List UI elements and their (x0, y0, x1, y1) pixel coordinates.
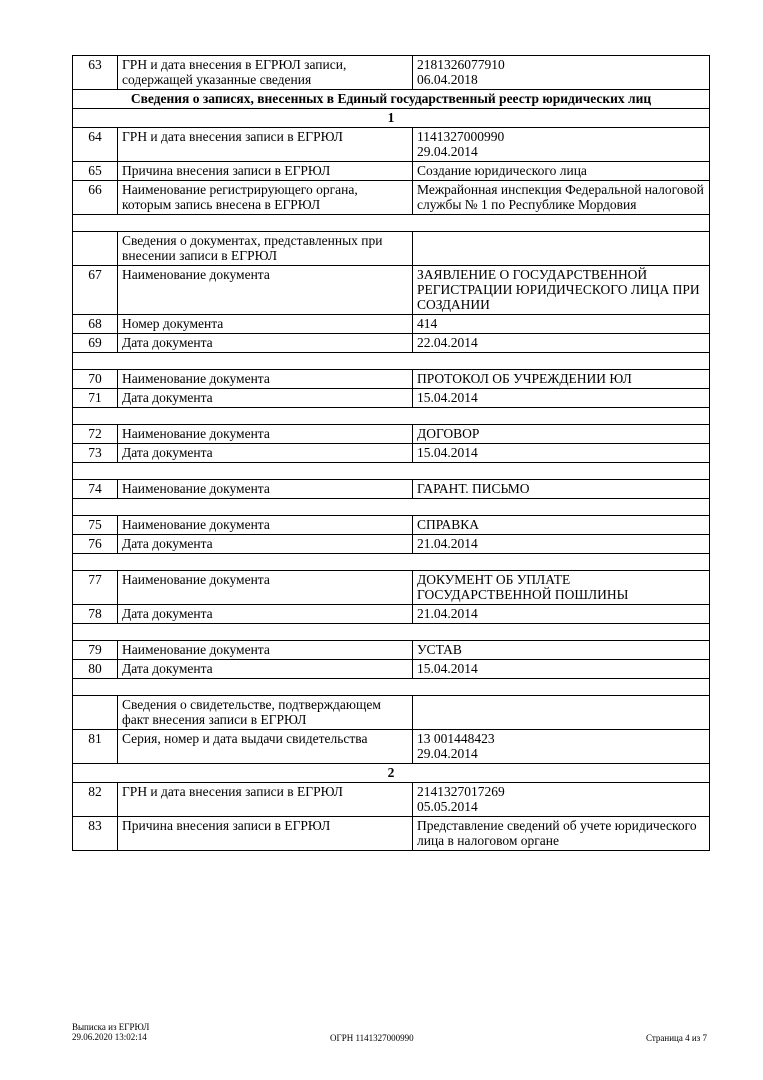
table-row (73, 162, 710, 181)
section-header-row (73, 109, 710, 128)
row-value-line: 1141327000990 (417, 129, 505, 144)
row-value (413, 425, 710, 444)
spacer-cell (73, 679, 710, 696)
row-value (413, 389, 710, 408)
row-number: 66 (73, 181, 118, 215)
row-value (413, 334, 710, 353)
row-value (413, 315, 710, 334)
spacer-row (73, 624, 710, 641)
spacer-row (73, 463, 710, 480)
row-value (413, 128, 710, 162)
table-row (73, 696, 710, 730)
row-value-line: 05.05.2014 (417, 799, 478, 814)
spacer-cell (73, 353, 710, 370)
row-value-line: 2141327017269 (417, 784, 505, 799)
row-number: 77 (73, 571, 118, 605)
row-number: 81 (73, 730, 118, 764)
row-number: 75 (73, 516, 118, 535)
row-number: 63 (73, 56, 118, 90)
egrul-extract-table (72, 55, 710, 851)
row-number: 83 (73, 817, 118, 851)
row-value (413, 56, 710, 90)
table-row (73, 535, 710, 554)
row-label: Причина внесения записи в ЕГРЮЛ (118, 817, 413, 851)
row-value-line: 15.04.2014 (417, 390, 478, 405)
row-value-line: Представление сведений об учете юридического лица в налоговом органе (417, 818, 697, 848)
section-header: 1 (73, 109, 710, 128)
row-number: 80 (73, 660, 118, 679)
table-row (73, 128, 710, 162)
spacer-cell (73, 499, 710, 516)
table-row (73, 315, 710, 334)
row-label: Сведения о свидетельстве, подтверждающем факт внесения записи в ЕГРЮЛ (118, 696, 413, 730)
row-value-line: 06.04.2018 (417, 72, 478, 87)
row-label: Наименование документа (118, 266, 413, 315)
row-number: 72 (73, 425, 118, 444)
row-value (413, 444, 710, 463)
table-row (73, 817, 710, 851)
row-label: Дата документа (118, 334, 413, 353)
spacer-row (73, 353, 710, 370)
row-value-line: Создание юридического лица (417, 163, 587, 178)
row-number (73, 232, 118, 266)
footer-timestamp: 29.06.2020 13:02:14 (72, 1032, 147, 1042)
row-label: Серия, номер и дата выдачи свидетельства (118, 730, 413, 764)
row-label: Номер документа (118, 315, 413, 334)
row-value-line: 2181326077910 (417, 57, 505, 72)
row-value-line: УСТАВ (417, 642, 462, 657)
spacer-cell (73, 624, 710, 641)
row-value-line: ГАРАНТ. ПИСЬМО (417, 481, 530, 496)
row-label: Дата документа (118, 660, 413, 679)
table-row (73, 730, 710, 764)
row-label: Причина внесения записи в ЕГРЮЛ (118, 162, 413, 181)
row-value-line: 29.04.2014 (417, 746, 478, 761)
spacer-row (73, 499, 710, 516)
row-label: Сведения о документах, представленных при внесении записи в ЕГРЮЛ (118, 232, 413, 266)
row-number: 68 (73, 315, 118, 334)
row-value (413, 696, 710, 730)
row-value-line: 15.04.2014 (417, 661, 478, 676)
row-number: 70 (73, 370, 118, 389)
table-row (73, 480, 710, 499)
row-value (413, 266, 710, 315)
table-row (73, 571, 710, 605)
row-label: Наименование документа (118, 425, 413, 444)
row-label: Дата документа (118, 389, 413, 408)
row-number: 74 (73, 480, 118, 499)
table-row (73, 181, 710, 215)
table-row (73, 444, 710, 463)
row-label: ГРН и дата внесения записи в ЕГРЮЛ (118, 128, 413, 162)
section-header-row (73, 90, 710, 109)
table-row (73, 783, 710, 817)
row-value-line: ПРОТОКОЛ ОБ УЧРЕЖДЕНИИ ЮЛ (417, 371, 632, 386)
row-value-line: 15.04.2014 (417, 445, 478, 460)
spacer-row (73, 215, 710, 232)
row-value (413, 605, 710, 624)
row-label: Наименование регистрирующего органа, которым запись внесена в ЕГРЮЛ (118, 181, 413, 215)
spacer-row (73, 679, 710, 696)
section-header: Сведения о записях, внесенных в Единый государственный реестр юридических лиц (73, 90, 710, 109)
row-label: ГРН и дата внесения записи в ЕГРЮЛ (118, 783, 413, 817)
footer-doc-title: Выписка из ЕГРЮЛ (72, 1022, 150, 1032)
section-header: 2 (73, 764, 710, 783)
row-number (73, 696, 118, 730)
row-value (413, 232, 710, 266)
table-row (73, 516, 710, 535)
row-value-line: ДОГОВОР (417, 426, 480, 441)
row-value-line: 22.04.2014 (417, 335, 478, 350)
row-label: ГРН и дата внесения в ЕГРЮЛ записи, содержащей указанные сведения (118, 56, 413, 90)
row-number: 82 (73, 783, 118, 817)
row-number: 76 (73, 535, 118, 554)
row-value (413, 480, 710, 499)
row-label: Наименование документа (118, 516, 413, 535)
table-row (73, 605, 710, 624)
row-value (413, 730, 710, 764)
spacer-cell (73, 215, 710, 232)
table-row (73, 370, 710, 389)
row-number: 78 (73, 605, 118, 624)
row-value-line: Межрайонная инспекция Федеральной налоговой службы № 1 по Республике Мордовия (417, 182, 704, 212)
row-label: Наименование документа (118, 370, 413, 389)
row-value (413, 535, 710, 554)
table-row (73, 641, 710, 660)
row-value (413, 783, 710, 817)
row-label: Дата документа (118, 535, 413, 554)
row-value-line: 21.04.2014 (417, 606, 478, 621)
table-row (73, 660, 710, 679)
row-number: 73 (73, 444, 118, 463)
footer-page-number: Страница 4 из 7 (646, 1033, 707, 1043)
section-header-row (73, 764, 710, 783)
row-label: Наименование документа (118, 641, 413, 660)
row-label: Наименование документа (118, 480, 413, 499)
row-value-line: 414 (417, 316, 438, 331)
spacer-cell (73, 463, 710, 480)
row-number: 67 (73, 266, 118, 315)
row-label: Дата документа (118, 605, 413, 624)
row-value (413, 162, 710, 181)
row-value-line: ДОКУМЕНТ ОБ УПЛАТЕ ГОСУДАРСТВЕННОЙ ПОШЛИНЫ (417, 572, 629, 602)
row-value (413, 181, 710, 215)
spacer-cell (73, 554, 710, 571)
row-number: 71 (73, 389, 118, 408)
table-row (73, 232, 710, 266)
table-row (73, 334, 710, 353)
row-value (413, 660, 710, 679)
row-value (413, 641, 710, 660)
table-row (73, 266, 710, 315)
table-row (73, 425, 710, 444)
spacer-row (73, 554, 710, 571)
row-value (413, 571, 710, 605)
footer-left (72, 1022, 149, 1042)
row-value-line: ЗАЯВЛЕНИЕ О ГОСУДАРСТВЕННОЙ РЕГИСТРАЦИИ ЮРИДИЧЕСКОГО ЛИЦА ПРИ СОЗДАНИИ (417, 267, 700, 312)
spacer-row (73, 408, 710, 425)
row-value (413, 817, 710, 851)
row-number: 69 (73, 334, 118, 353)
row-value-line: 29.04.2014 (417, 144, 478, 159)
row-value (413, 370, 710, 389)
row-number: 79 (73, 641, 118, 660)
table-row (73, 56, 710, 90)
row-value-line: СПРАВКА (417, 517, 480, 532)
spacer-cell (73, 408, 710, 425)
row-label: Наименование документа (118, 571, 413, 605)
row-number: 64 (73, 128, 118, 162)
row-value (413, 516, 710, 535)
footer-ogrn: ОГРН 1141327000990 (330, 1033, 414, 1043)
table-row (73, 389, 710, 408)
row-value-line: 21.04.2014 (417, 536, 478, 551)
table-body (73, 56, 710, 851)
row-label: Дата документа (118, 444, 413, 463)
row-value-line: 13 001448423 (417, 731, 495, 746)
row-number: 65 (73, 162, 118, 181)
